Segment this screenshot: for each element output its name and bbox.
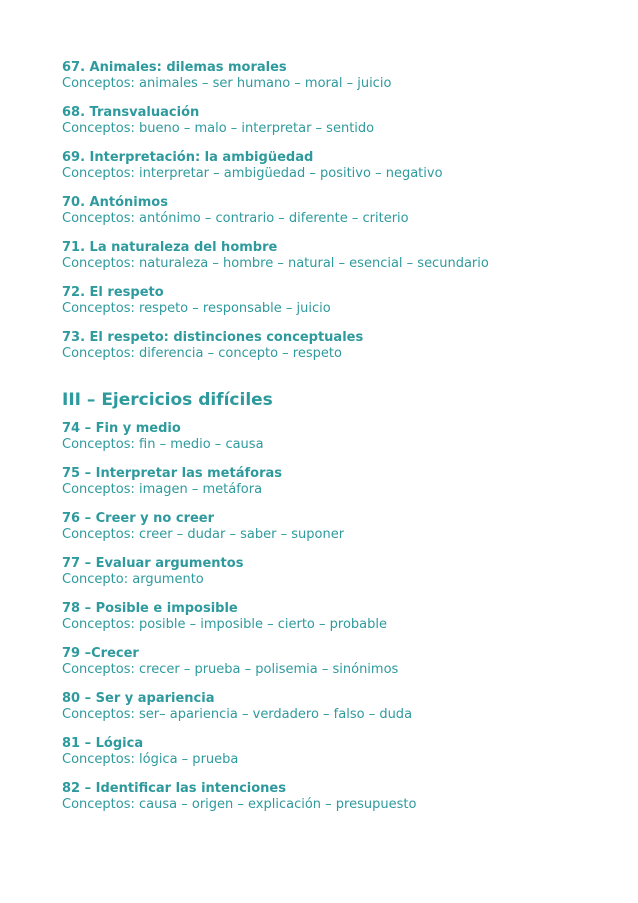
- exercise-title: 70. Antónimos: [62, 195, 168, 210]
- exercise-concepts: Concepto: argumento: [62, 572, 204, 587]
- exercise-concepts: Conceptos: diferencia – concepto – respeto: [62, 346, 342, 361]
- document-page: [62, 60, 622, 826]
- exercise-entry: [62, 646, 622, 678]
- exercise-title: 71. La naturaleza del hombre: [62, 240, 278, 255]
- exercise-concepts: Conceptos: causa – origen – explicación – presupuesto: [62, 797, 417, 812]
- exercise-concepts: Conceptos: antónimo – contrario – diferente – criterio: [62, 211, 409, 226]
- exercise-title: 82 – Identificar las intenciones: [62, 781, 286, 796]
- exercise-title: 68. Transvaluación: [62, 105, 200, 120]
- exercise-entry: [62, 511, 622, 543]
- exercise-title: 72. El respeto: [62, 285, 164, 300]
- exercise-title: 80 – Ser y apariencia: [62, 691, 215, 706]
- exercise-entry: [62, 195, 622, 227]
- exercise-title: 67. Animales: dilemas morales: [62, 60, 287, 75]
- exercise-concepts: Conceptos: posible – imposible – cierto – probable: [62, 617, 387, 632]
- exercise-title: 77 – Evaluar argumentos: [62, 556, 244, 571]
- exercise-concepts: Conceptos: naturaleza – hombre – natural – esencial – secundario: [62, 256, 489, 271]
- exercise-concepts: Conceptos: ser– apariencia – verdadero – falso – duda: [62, 707, 413, 722]
- exercise-list-medium: [62, 60, 622, 362]
- exercise-concepts: Conceptos: animales – ser humano – moral – juicio: [62, 76, 392, 91]
- exercise-title: 75 – Interpretar las metáforas: [62, 466, 282, 481]
- exercise-concepts: Conceptos: imagen – metáfora: [62, 482, 263, 497]
- exercise-concepts: Conceptos: respeto – responsable – juicio: [62, 301, 331, 316]
- exercise-entry: [62, 736, 622, 768]
- exercise-concepts: Conceptos: lógica – prueba: [62, 752, 239, 767]
- exercise-title: 78 – Posible e imposible: [62, 601, 238, 616]
- section-heading: III – Ejercicios difíciles: [62, 390, 273, 410]
- exercise-title: 81 – Lógica: [62, 736, 144, 751]
- exercise-entry: [62, 330, 622, 362]
- exercise-entry: [62, 781, 622, 813]
- exercise-title: 73. El respeto: distinciones conceptuales: [62, 330, 364, 345]
- exercise-concepts: Conceptos: creer – dudar – saber – suponer: [62, 527, 345, 542]
- exercise-title: 76 – Creer y no creer: [62, 511, 215, 526]
- exercise-entry: [62, 105, 622, 137]
- exercise-entry: [62, 556, 622, 588]
- exercise-entry: [62, 421, 622, 453]
- exercise-title: 74 – Fin y medio: [62, 421, 181, 436]
- exercise-concepts: Conceptos: fin – medio – causa: [62, 437, 264, 452]
- exercise-list-difficult: [62, 421, 622, 813]
- exercise-entry: [62, 285, 622, 317]
- exercise-entry: [62, 240, 622, 272]
- exercise-entry: [62, 466, 622, 498]
- exercise-concepts: Conceptos: interpretar – ambigüedad – positivo – negativo: [62, 166, 443, 181]
- exercise-entry: [62, 60, 622, 92]
- exercise-concepts: Conceptos: bueno – malo – interpretar – sentido: [62, 121, 375, 136]
- exercise-entry: [62, 691, 622, 723]
- exercise-concepts: Conceptos: crecer – prueba – polisemia – sinónimos: [62, 662, 399, 677]
- exercise-title: 79 –Crecer: [62, 646, 139, 661]
- exercise-title: 69. Interpretación: la ambigüedad: [62, 150, 314, 165]
- exercise-entry: [62, 150, 622, 182]
- exercise-entry: [62, 601, 622, 633]
